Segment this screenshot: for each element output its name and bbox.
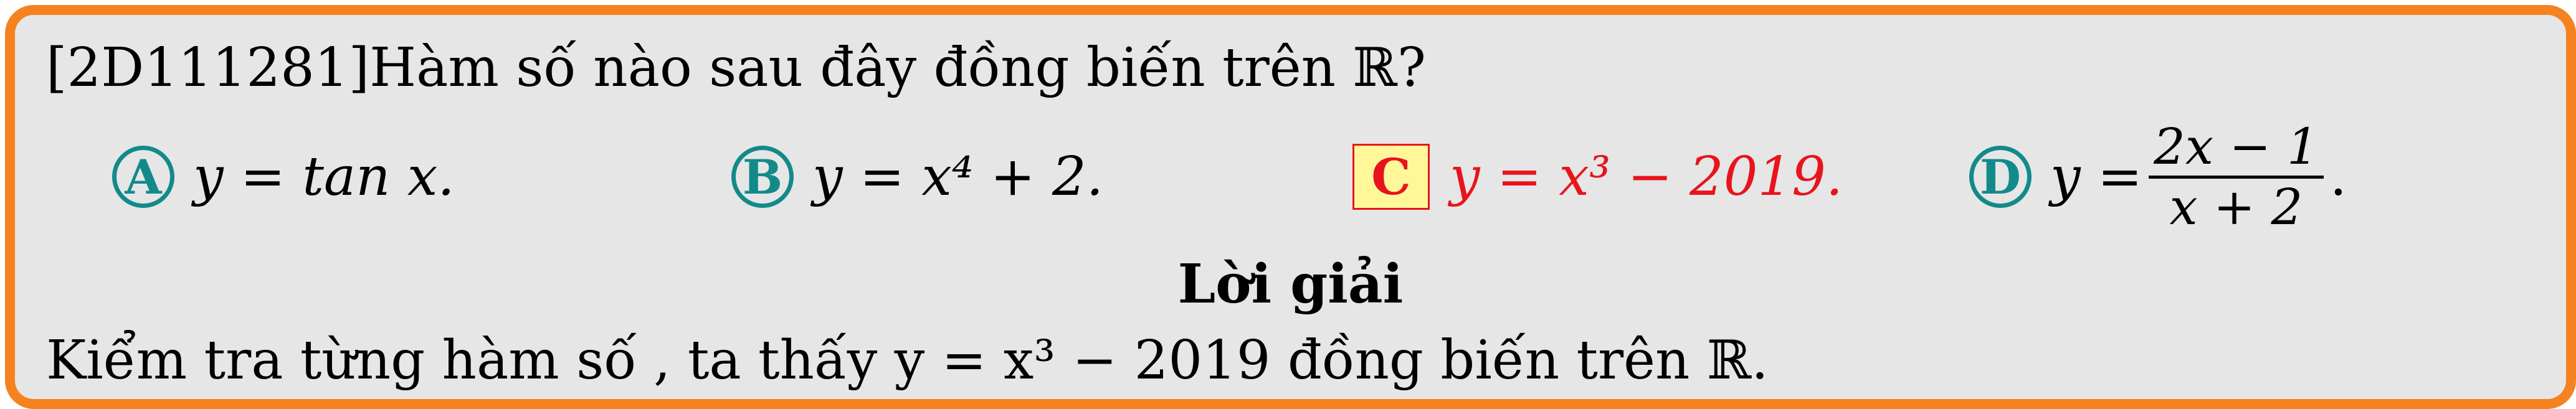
- solution-title: Lời giải: [1177, 253, 1404, 316]
- option-b[interactable]: [731, 139, 1103, 214]
- solution-text: Kiểm tra từng hàm số , ta thấy y = x³ − 2019 đồng biến trên ℝ.: [46, 329, 1769, 392]
- option-d-badge: D: [1969, 146, 2032, 208]
- question-text: [2D111281]Hàm số nào sau đây đồng biến trên ℝ?: [46, 37, 1426, 99]
- option-d-fraction: [2149, 118, 2324, 236]
- option-d[interactable]: [1969, 117, 2347, 236]
- option-b-badge: B: [731, 146, 794, 208]
- option-d-denominator: x + 2: [2149, 176, 2324, 236]
- option-c-correct[interactable]: [1352, 139, 1843, 214]
- option-a[interactable]: [112, 139, 455, 214]
- option-d-formula-prefix: y =: [2050, 146, 2142, 208]
- option-c-formula: y = x³ − 2019.: [1450, 146, 1843, 208]
- option-d-numerator: 2x − 1: [2153, 117, 2319, 176]
- option-b-formula: y = x⁴ + 2.: [812, 146, 1104, 208]
- option-a-badge: A: [112, 146, 174, 208]
- option-a-formula: y = tan x.: [193, 146, 455, 208]
- option-d-formula-suffix: .: [2329, 146, 2347, 208]
- option-d-formula: [2050, 118, 2347, 236]
- question-card: [5, 5, 2576, 409]
- option-c-badge: C: [1352, 144, 1430, 210]
